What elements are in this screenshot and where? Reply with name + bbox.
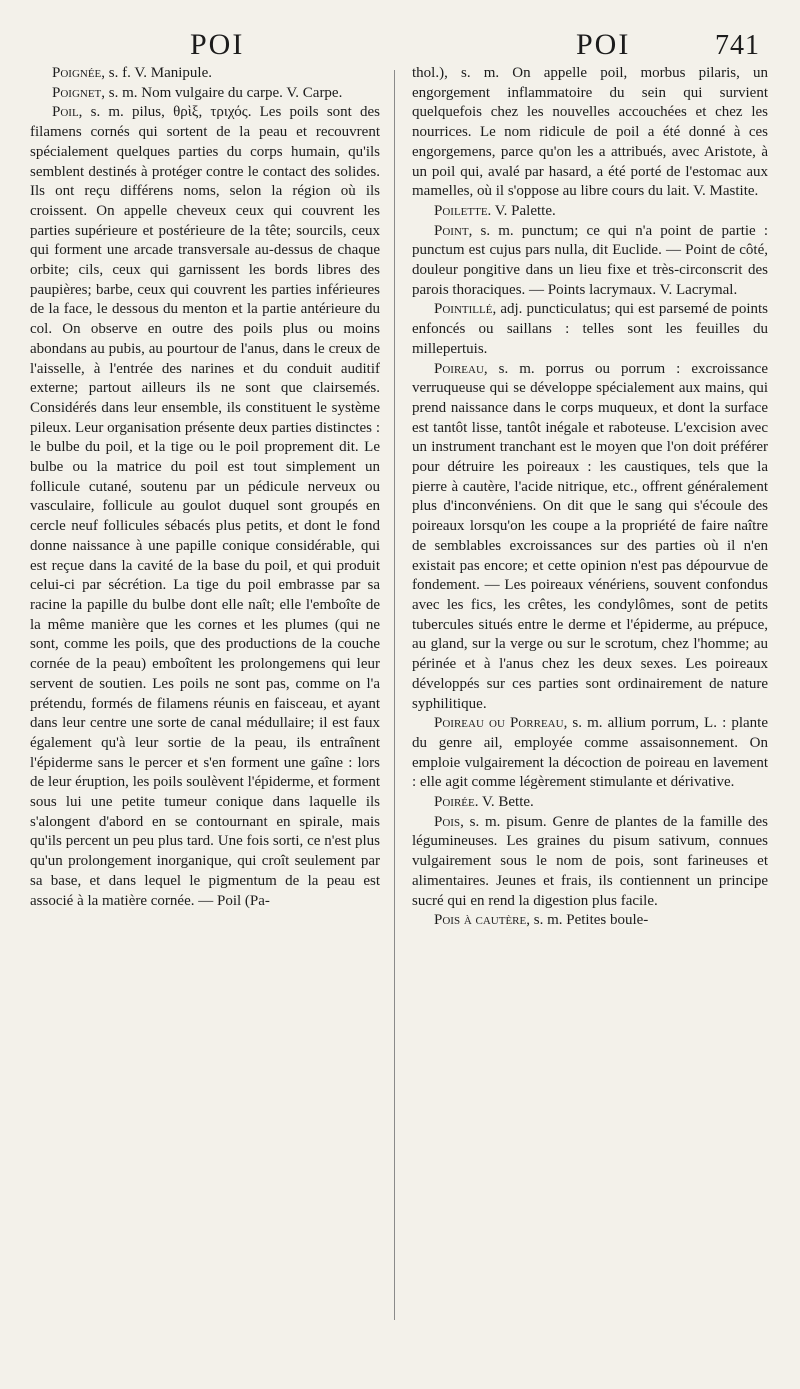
page-number: 741 [715, 30, 760, 61]
entry-poireau-porreau [412, 714, 768, 793]
headword: Poignée [52, 65, 102, 81]
headword: Pois à cautère [434, 912, 527, 929]
entry-poignet [30, 84, 380, 104]
running-header [40, 24, 760, 68]
entry-poignee [30, 64, 380, 84]
entry-text: , adj. puncticulatus; qui est parsemé de points enfoncés ou saillans : telles sont les feuilles du millepertuis. [412, 301, 768, 357]
entry-text: thol.), s. m. On appelle poil, morbus pilaris, un engorgement inflammatoire du sein qui survient quelquefois chez les nouvelles accouchées et chez les nourrices. Le nom ridicule de poil a été donné à ces engorgemens, parce qu'on les a attribués, avec Aristote, à un poil qui, avalé par hasard, a été porté de l'estomac aux mamelles, où il s'oppose au libre cours du lait. V. Mastite. [412, 65, 768, 200]
entry-point [412, 222, 768, 301]
entry-poilette [412, 202, 768, 222]
entry-text: , s. f. V. Manipule. [101, 65, 212, 81]
entry-pointille [412, 300, 768, 359]
entry-pois [412, 813, 768, 912]
headword: Poireau ou Porreau [434, 715, 564, 732]
headword: Poignet [52, 84, 102, 101]
entry-poireau [412, 360, 768, 715]
headword: Poilette [434, 202, 488, 219]
headword: Pointillé [434, 301, 493, 318]
left-column [30, 64, 380, 911]
entry-text: , s. m. porrus ou porrum : excroissance verruqueuse qui se développe spécialement aux mains, qui prend naissance dans le corps muqueux, et dont la surface est tantôt lisse, tantôt inégale et raboteuse. L'excision avec un instrument tranchant est le moyen que l'on doit préférer pour détruire les poireaux : les caustiques, tels que la pierre à cautère, l'acide nitrique, etc., offrent généralement plus d'inconvéniens. On dit que le sang qui s'écoule des poireaux lorsqu'on les coupe a la propriété de faire naître de semblables excroissances sur des parties où il n'en existait pas encore; et cette opinion n'est pas dépourvue de fondement. — Les poireaux vénériens, souvent confondus avec les fics, les crêtes, les condylômes, sont de petits tubercules situés entre le derme et l'épiderme, au prépuce, au gland, sur la verge ou sur le scrotum, chez l'homme; au périnée et à l'anus chez les deux sexes. Les poireaux développés sur ces parties sont ordinairement de nature syphilitique. [412, 360, 768, 712]
entry-text: , s. m. Petites boule- [526, 912, 649, 929]
column-divider [394, 70, 395, 1320]
entry-text: , s. m. pisum. Genre de plantes de la famille des légumineuses. Les graines du pisum sativum, connues vulgairement sous le nom de pois, sont farineuses et alimentaires. Jeunes et frais, ils contiennent un principe sucré qui en rend la digestion plus facile. [412, 813, 768, 909]
entry-text: , s. m. allium porrum, L. : plante du genre ail, employée comme assaisonnement. On emploie vulgairement la décoction de poireau en lavement : elle agit comme légèrement stimulante et dérivative. [412, 715, 768, 791]
headword: Point [434, 222, 469, 239]
entry-text: . V. Bette. [474, 794, 534, 811]
entry-text: , s. m. punctum; ce qui n'a point de partie : punctum est cujus pars nulla, dit Euclide. — Point de côté, douleur pongitive dans un lieu fixe et très-circonscrit des parois thoraciques. — Points lacrymaux. V. Lacrymal. [412, 222, 768, 298]
headword: Poireau [434, 360, 484, 377]
left-running-head: POI [190, 28, 245, 61]
entry-pois-a-cautere [412, 911, 768, 931]
right-column [412, 64, 768, 931]
entry-text: . V. Palette. [487, 202, 556, 219]
headword: Pois [434, 813, 461, 830]
right-running-head: POI [576, 28, 631, 61]
headword: Poil [52, 104, 79, 121]
entry-poil [30, 103, 380, 911]
entry-text: , s. m. Nom vulgaire du carpe. V. Carpe. [101, 84, 343, 101]
entry-poiree [412, 793, 768, 813]
entry-text: , s. m. pilus, θρὶξ, τριχός. Les poils sont des filamens cornés qui sortent de la peau et recouvrent spécialement quelques parties du corps humain, qu'ils semblent destinés à protéger contre le contact des solides. Ils ont reçu différens noms, selon la région où ils croissent. On appelle cheveux ceux qui couvrent les parties supérieure et postérieure de la tête; sourcils, ceux qui forment une arcade transversale au-dessus de chaque orbite; cils, ceux qui garnissent les bords libres des paupières; barbe, ceux qui couvrent les parties inférieures de la face, le dessous du menton et la partie antérieure du col. On observe en outre des poils plus ou moins abondans au pubis, au pourtour de l'anus, dans le creux de l'aisselle, à l'entrée des narines et du conduit auditif externe; partout ailleurs ils ne sont que clairsemés. Considérés dans leur ensemble, ils constituent le système pileux. Leur organisation présente deux parties distinctes : le bulbe du poil, et la tige ou le poil proprement dit. Le bulbe ou la matrice du poil est tout simplement un follicule cutané, soutenu par un pédicule nerveux ou vasculaire, follicule au goulot duquel sont groupés en cercle neuf follicules sébacés plus petits, et dont le fond donne naissance à une papille conique considérable, qui est reçue dans la cavité de la base du poil, et qui produit celui-ci par sécrétion. La tige du poil embrasse par sa racine la papille du bulbe dont elle naît; elle l'emboîte de la même manière que les cornes et les plumes (qui ne sont, comme les poils, que des productions de la couche cornée de la peau) emboîtent les prolongemens qui leur servent de soutien. Les poils ne sont pas, comme on l'a prétendu, formés de filamens réunis en faisceau, et ayant dans leur centre une sorte de canal médullaire; il est faux également qu'à leur sortie de la peau, ils entraînent l'épiderme sans le percer et s'en forment une gaîne : lors de leur éruption, les poils soulèvent l'épiderme, et forment sous lui une petite tumeur conique dans laquelle ils s'alongent d'abord en se contournant en spirale, mais qu'ils percent un peu plus tard. Une fois sorti, ce n'est plus qu'un prolongement inorganique, qui croît seulement par sa base, et dans lequel le pigmentum de la peau est associé à la matière cornée. — Poil (Pa- [30, 104, 380, 909]
entry-poil-continued [412, 64, 768, 202]
headword: Poirée [434, 794, 475, 811]
